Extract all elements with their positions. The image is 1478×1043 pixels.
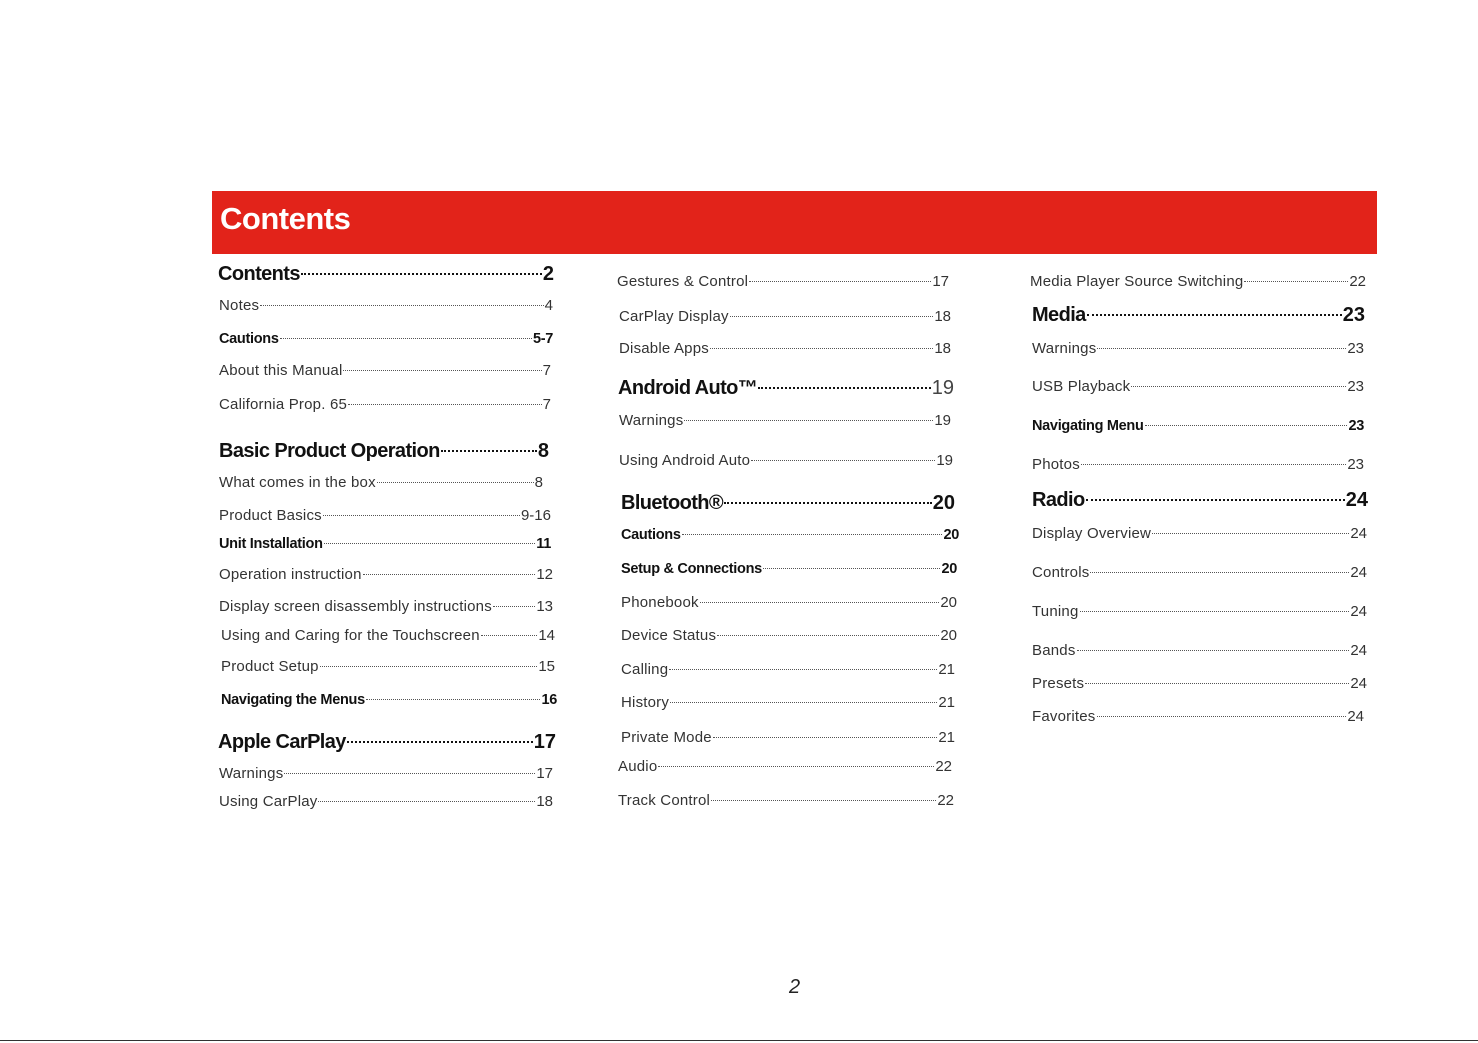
toc-leader-dots [348, 404, 542, 405]
toc-entry-page: 23 [1348, 418, 1364, 434]
toc-leader-dots [343, 370, 541, 371]
toc-entry [221, 656, 555, 678]
toc-entry-page: 24 [1350, 675, 1367, 692]
toc-entry [621, 625, 957, 647]
toc-entry [621, 692, 955, 714]
toc-entry-page: 24 [1350, 603, 1367, 620]
toc-entry [619, 338, 951, 360]
toc-entry-label: History [621, 694, 670, 711]
toc-entry [621, 592, 957, 614]
toc-leader-dots [724, 502, 932, 504]
toc-entry-page: 24 [1347, 708, 1364, 725]
toc-entry-page: 4 [544, 297, 553, 314]
toc-leader-dots [1244, 281, 1348, 282]
toc-entry-label: California Prop. 65 [219, 396, 348, 413]
toc-entry-page: 17 [533, 731, 556, 753]
toc-entry-page: 5-7 [532, 331, 553, 347]
toc-entry-page: 18 [934, 340, 951, 357]
toc-leader-dots [284, 773, 535, 774]
toc-entry-label: Contents [218, 263, 300, 285]
toc-entry-label: Warnings [219, 765, 284, 782]
toc-entry-label: Controls [1032, 564, 1090, 581]
toc-entry-label: Bluetooth® [621, 492, 724, 514]
toc-entry-page: 7 [542, 362, 551, 379]
toc-entry-label: Product Setup [221, 658, 319, 675]
toc-entry-page: 18 [536, 793, 553, 810]
toc-entry [617, 271, 949, 293]
toc-leader-dots [363, 574, 536, 575]
toc-entry [1032, 338, 1364, 360]
toc-entry-page: 19 [931, 377, 954, 399]
toc-entry [1032, 454, 1364, 476]
toc-entry-label: About this Manual [219, 362, 343, 379]
toc-entry-page: 9-16 [520, 507, 551, 524]
toc-entry-label: Operation instruction [219, 566, 362, 583]
toc-entry-page: 23 [1347, 456, 1364, 473]
toc-entry-label: Private Mode [621, 729, 712, 746]
toc-entry [1032, 706, 1364, 728]
toc-leader-dots [347, 741, 533, 743]
toc-entry-page: 17 [932, 273, 949, 290]
toc-leader-dots [441, 450, 537, 452]
toc-entry-page: 7 [542, 396, 551, 413]
toc-leader-dots [749, 281, 931, 282]
toc-entry-label: Basic Product Operation [219, 440, 440, 462]
toc-entry-page: 12 [536, 566, 553, 583]
toc-entry [219, 791, 553, 813]
toc-entry [1032, 302, 1365, 328]
toc-entry-page: 24 [1350, 642, 1367, 659]
toc-entry-page: 20 [941, 561, 957, 577]
toc-leader-dots [1090, 572, 1349, 573]
toc-entry-page: 20 [940, 627, 957, 644]
toc-leader-dots [1097, 716, 1347, 717]
toc-leader-dots [320, 666, 538, 667]
toc-leader-dots [366, 699, 541, 700]
toc-entry-label: Cautions [621, 527, 681, 543]
toc-entry [1032, 562, 1367, 584]
toc-entry-label: Navigating Menu [1032, 418, 1144, 434]
toc-entry-page: 16 [541, 692, 557, 708]
toc-entry [219, 533, 551, 555]
toc-entry-label: Photos [1032, 456, 1080, 473]
toc-entry-page: 24 [1350, 525, 1367, 542]
banner-title: Contents [220, 201, 351, 236]
toc-entry [1032, 487, 1368, 513]
toc-leader-dots [323, 515, 520, 516]
toc-entry [219, 505, 551, 527]
toc-leader-dots [758, 387, 931, 389]
toc-entry-label: Product Basics [219, 507, 322, 524]
toc-entry [1032, 523, 1367, 545]
toc-entry-label: Bands [1032, 642, 1076, 659]
toc-entry-label: Using CarPlay [219, 793, 318, 810]
toc-leader-dots [260, 305, 543, 306]
toc-entry [219, 295, 553, 317]
toc-entry [621, 727, 955, 749]
toc-entry-page: 17 [536, 765, 553, 782]
toc-entry-page: 21 [938, 694, 955, 711]
toc-entry [619, 450, 953, 472]
toc-entry-label: Favorites [1032, 708, 1096, 725]
toc-leader-dots [700, 602, 940, 603]
toc-entry-page: 8 [537, 440, 549, 462]
toc-entry-page: 22 [1349, 273, 1366, 290]
toc-entry-page: 15 [538, 658, 555, 675]
toc-entry-label: Setup & Connections [621, 561, 762, 577]
toc-leader-dots [1080, 611, 1350, 612]
toc-leader-dots [318, 801, 535, 802]
toc-entry [618, 756, 952, 778]
toc-entry-label: Media Player Source Switching [1030, 273, 1244, 290]
toc-leader-dots [713, 737, 938, 738]
toc-leader-dots [1152, 533, 1349, 534]
toc-entry-label: Android Auto™ [618, 377, 758, 399]
toc-leader-dots [377, 482, 534, 483]
toc-entry-label: Audio [618, 758, 658, 775]
toc-entry-page: 14 [538, 627, 555, 644]
toc-entry-label: Unit Installation [219, 536, 323, 552]
toc-entry [619, 410, 951, 432]
toc-entry [1030, 271, 1366, 293]
toc-leader-dots [669, 669, 937, 670]
toc-leader-dots [493, 606, 535, 607]
toc-entry [218, 729, 556, 755]
toc-entry-label: Notes [219, 297, 260, 314]
toc-leader-dots [670, 702, 937, 703]
toc-entry [219, 360, 551, 382]
toc-entry-page: 8 [534, 474, 543, 491]
toc-entry [218, 261, 554, 287]
toc-leader-dots [1145, 425, 1348, 426]
toc-leader-dots [1077, 650, 1350, 651]
toc-entry-page: 2 [542, 263, 554, 285]
toc-leader-dots [1097, 348, 1346, 349]
toc-entry [618, 790, 954, 812]
toc-entry-page: 19 [934, 412, 951, 429]
toc-entry [1032, 415, 1364, 437]
toc-entry-page: 22 [935, 758, 952, 775]
toc-leader-dots [711, 800, 936, 801]
toc-entry-page: 19 [936, 452, 953, 469]
toc-entry-page: 22 [937, 792, 954, 809]
toc-leader-dots [1086, 499, 1345, 501]
contents-banner [212, 191, 1377, 254]
toc-entry-label: Cautions [219, 331, 279, 347]
toc-entry-page: 20 [943, 527, 959, 543]
toc-entry-label: Tuning [1032, 603, 1079, 620]
toc-leader-dots [1131, 386, 1346, 387]
toc-entry-page: 21 [938, 661, 955, 678]
toc-leader-dots [1087, 314, 1342, 316]
toc-entry-label: Warnings [1032, 340, 1097, 357]
toc-leader-dots [658, 766, 934, 767]
toc-entry [619, 306, 951, 328]
toc-entry-page: 21 [938, 729, 955, 746]
toc-entry [219, 564, 553, 586]
toc-entry-page: 11 [536, 536, 551, 552]
toc-entry-label: Using and Caring for the Touchscreen [221, 627, 480, 644]
toc-entry-label: Warnings [619, 412, 684, 429]
toc-leader-dots [1081, 464, 1346, 465]
toc-leader-dots [751, 460, 935, 461]
toc-leader-dots [324, 543, 536, 544]
toc-entry [1032, 376, 1364, 398]
toc-entry-label: Calling [621, 661, 669, 678]
toc-entry-page: 23 [1347, 340, 1364, 357]
toc-entry-page: 20 [940, 594, 957, 611]
toc-entry-page: 18 [934, 308, 951, 325]
toc-entry-page: 24 [1350, 564, 1367, 581]
toc-entry [219, 394, 551, 416]
toc-entry [621, 659, 955, 681]
toc-leader-dots [301, 273, 542, 275]
toc-entry [221, 689, 557, 711]
toc-entry [621, 558, 957, 580]
toc-entry [219, 472, 543, 494]
toc-entry [1032, 640, 1367, 662]
toc-leader-dots [682, 534, 943, 535]
toc-entry-label: Track Control [618, 792, 711, 809]
toc-entry [219, 328, 553, 350]
toc-entry-label: Media [1032, 304, 1086, 326]
toc-entry-page: 20 [932, 492, 955, 514]
toc-entry-label: What comes in the box [219, 474, 376, 491]
toc-entry-label: Display Overview [1032, 525, 1152, 542]
toc-leader-dots [763, 568, 941, 569]
toc-entry-label: Navigating the Menus [221, 692, 365, 708]
toc-entry [618, 375, 954, 401]
toc-entry [621, 490, 955, 516]
toc-entry [219, 596, 553, 618]
toc-entry-page: 23 [1347, 378, 1364, 395]
toc-entry-label: Gestures & Control [617, 273, 749, 290]
toc-leader-dots [717, 635, 939, 636]
page-number: 2 [789, 976, 801, 998]
toc-entry [219, 438, 549, 464]
toc-entry-label: CarPlay Display [619, 308, 729, 325]
toc-leader-dots [710, 348, 933, 349]
toc-entry [1032, 673, 1367, 695]
toc-entry-label: Radio [1032, 489, 1085, 511]
toc-leader-dots [1085, 683, 1349, 684]
toc-entry [621, 524, 959, 546]
toc-leader-dots [481, 635, 538, 636]
toc-entry-label: USB Playback [1032, 378, 1131, 395]
toc-entry-page: 24 [1345, 489, 1368, 511]
toc-leader-dots [730, 316, 934, 317]
toc-entry-label: Device Status [621, 627, 717, 644]
toc-leader-dots [684, 420, 933, 421]
toc-entry-page: 23 [1342, 304, 1365, 326]
toc-entry [1032, 601, 1367, 623]
toc-entry-page: 13 [536, 598, 553, 615]
toc-entry [219, 763, 553, 785]
toc-leader-dots [280, 338, 532, 339]
toc-entry-label: Phonebook [621, 594, 699, 611]
toc-entry-label: Presets [1032, 675, 1085, 692]
toc-entry-label: Using Android Auto [619, 452, 751, 469]
toc-entry [221, 625, 555, 647]
toc-entry-label: Disable Apps [619, 340, 709, 357]
toc-entry-label: Apple CarPlay [218, 731, 346, 753]
bottom-rule [0, 1040, 1478, 1041]
toc-entry-label: Display screen disassembly instructions [219, 598, 492, 615]
